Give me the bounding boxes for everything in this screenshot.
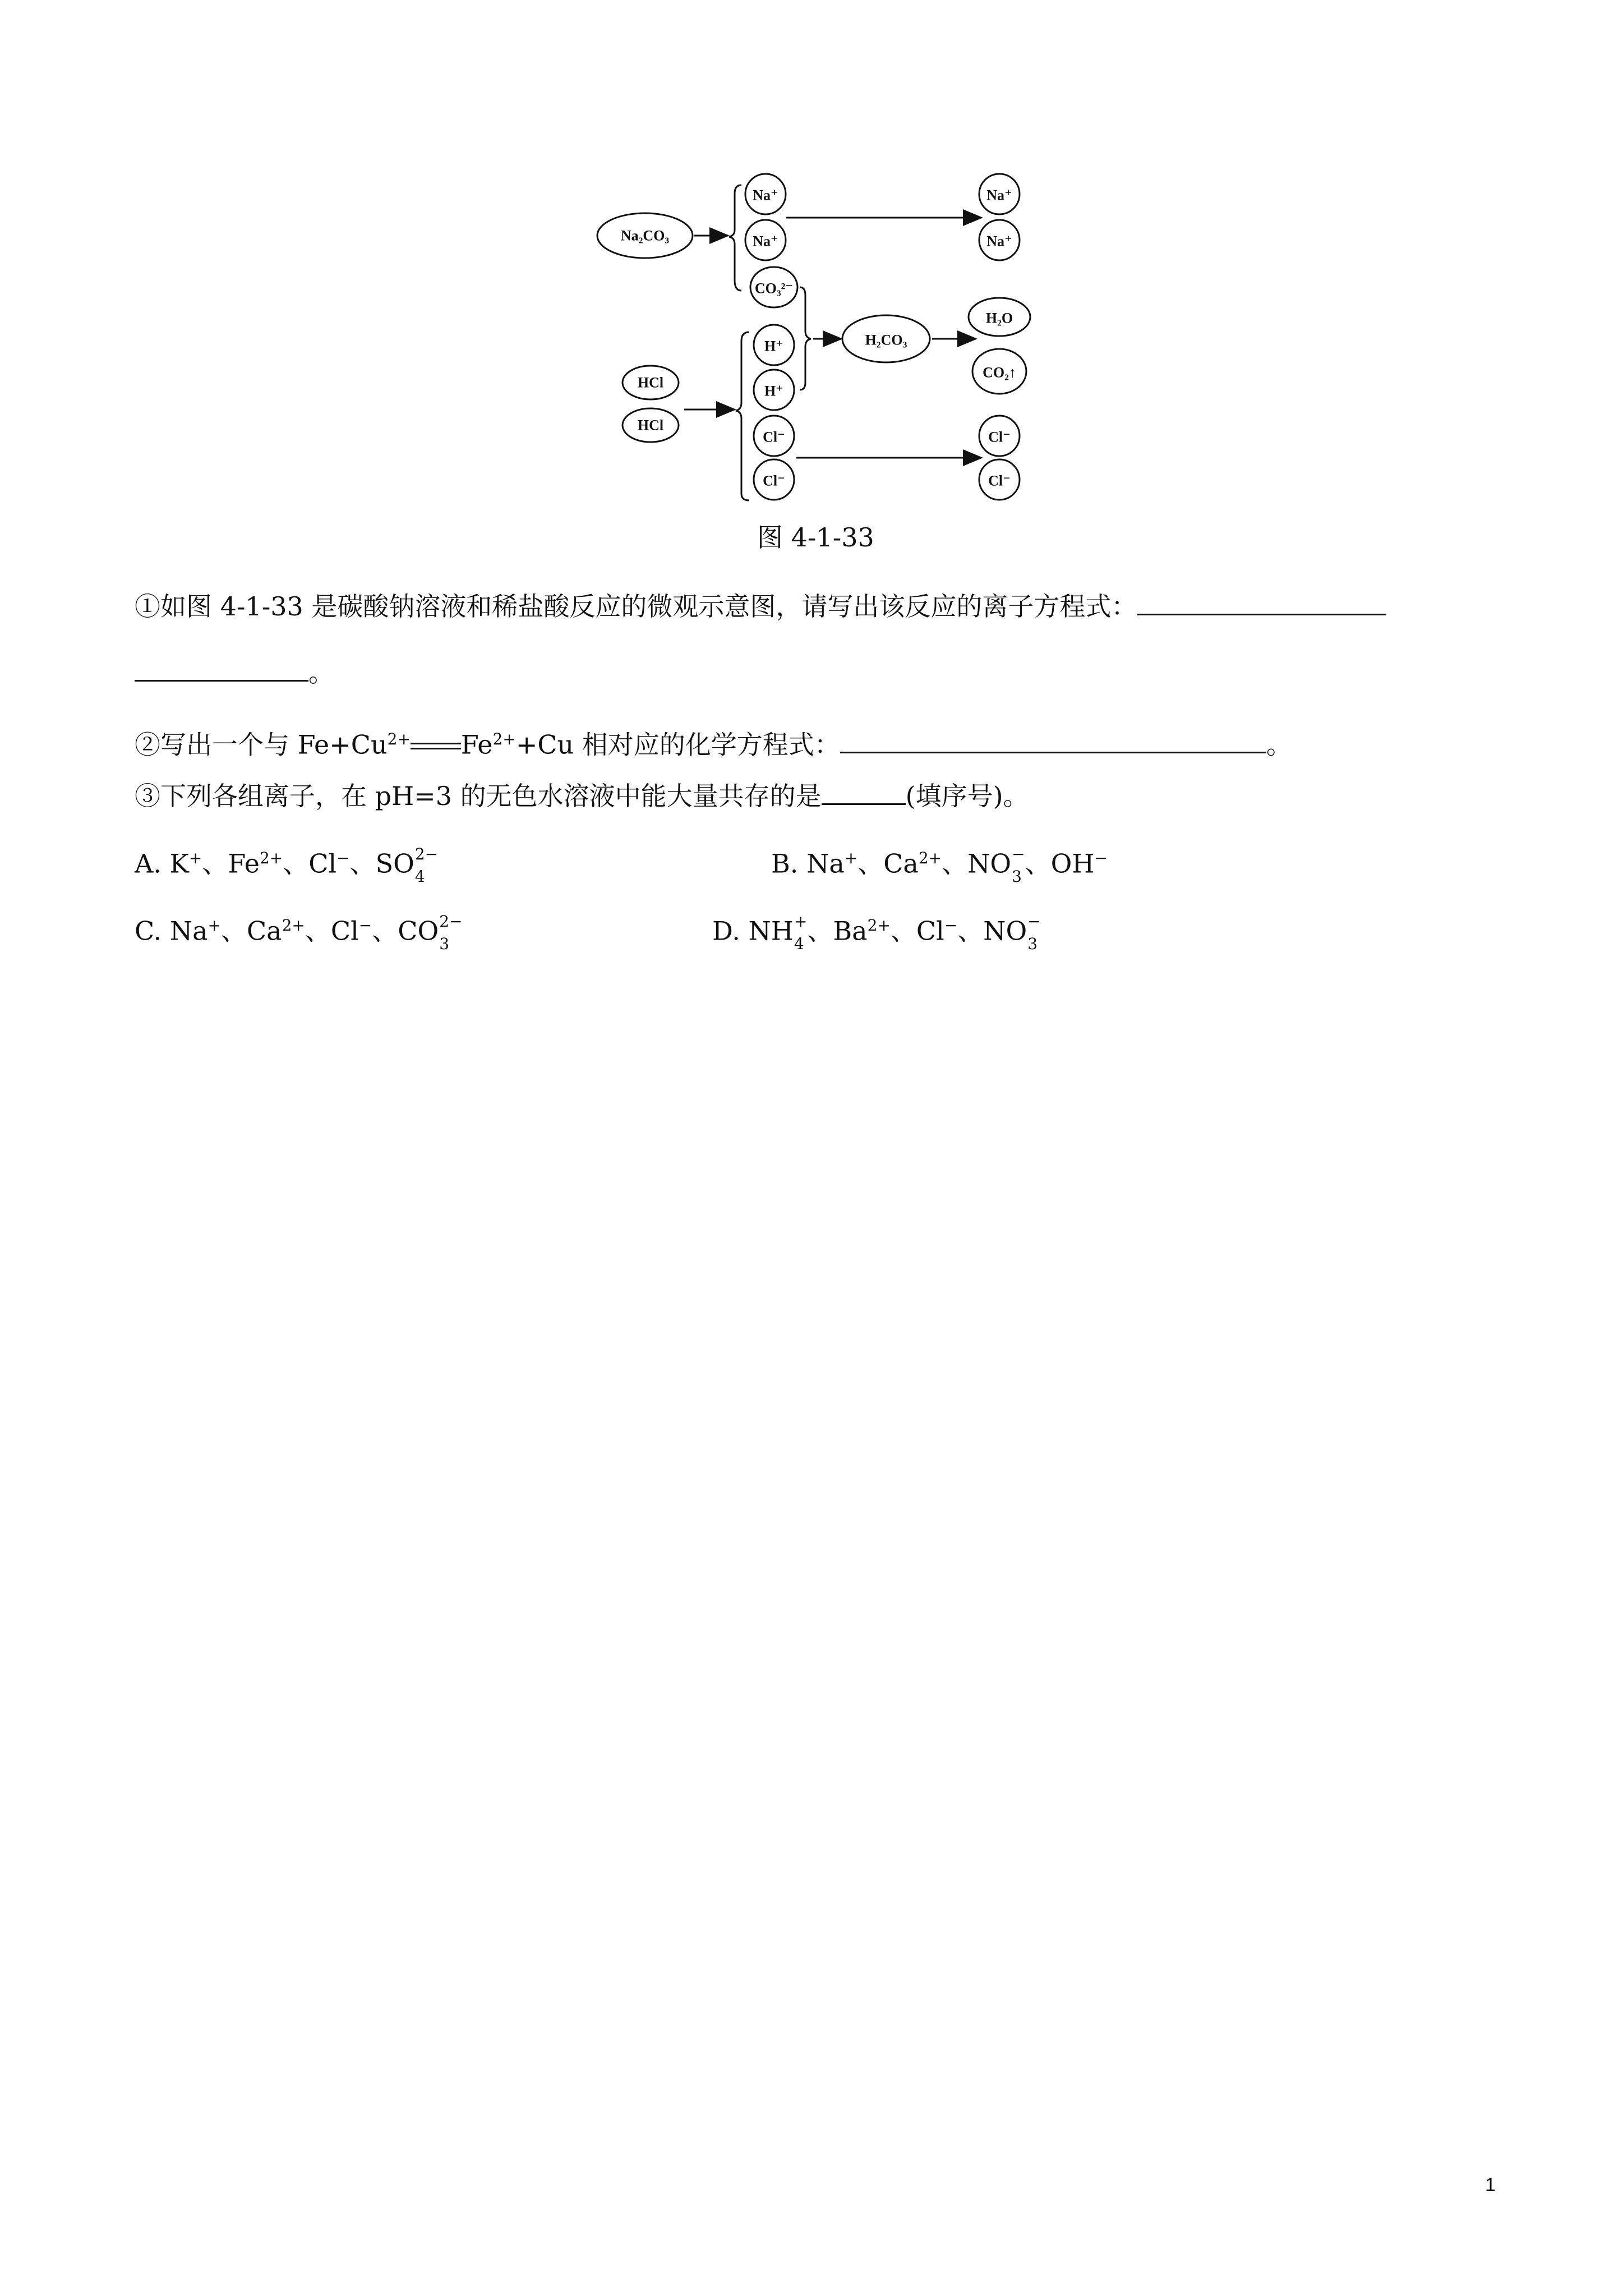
option-b[interactable] (771, 841, 1108, 886)
option-a[interactable] (135, 841, 439, 886)
option-b-ion3: 、NO (942, 848, 1012, 879)
option-c[interactable] (135, 909, 463, 954)
question-2-charge-cu: 2+ (387, 730, 411, 748)
option-d-ion1-subscript: 4 (794, 935, 804, 954)
option-a-ion4: 、SO (349, 848, 414, 879)
option-c-ion2: 、Ca (220, 915, 282, 946)
question-3-suffix: (填序号)。 (905, 781, 1029, 811)
option-d-label: D. (712, 915, 740, 946)
option-c-ion4-subscript: 3 (439, 935, 450, 954)
label-co2: CO₂↑ (983, 364, 1016, 381)
question-1-text: ①如图 4-1-33 是碳酸钠溶液和稀盐酸反应的微观示意图，请写出该反应的离子方程式： (135, 591, 1137, 622)
option-b-ion1-charge: + (844, 849, 858, 867)
label-cl-out1: Cl⁻ (988, 429, 1011, 445)
label-hcl2: HCl (637, 417, 664, 434)
option-c-ion2-charge: 2+ (282, 916, 305, 935)
label-co3: CO₃²⁻ (754, 280, 794, 297)
reaction-diagram (594, 163, 1054, 505)
label-h2o: H₂O (985, 310, 1013, 326)
option-b-label: B. (771, 848, 799, 879)
option-b-ion1: Na (806, 848, 845, 879)
option-d-ion2-charge: 2+ (867, 916, 891, 935)
option-b-ion4-charge: − (1094, 849, 1108, 867)
label-h2: H⁺ (764, 383, 783, 399)
question-1-end: 。 (308, 657, 334, 688)
label-na2co3: Na₂CO₃ (620, 227, 670, 244)
option-d-ion3-charge: − (944, 916, 958, 935)
label-cl1: Cl⁻ (763, 429, 785, 445)
figure-caption: 图 4-1-33 (757, 522, 874, 553)
option-a-label: A. (135, 848, 162, 879)
option-c-label: C. (135, 915, 162, 946)
option-d-ion3: 、Cl (890, 915, 944, 946)
equals-sign (411, 741, 461, 752)
option-d-ion4-subscript: 3 (1027, 935, 1038, 954)
label-h2co3: H₂CO₃ (865, 332, 907, 348)
option-a-ion3: 、Cl (283, 848, 337, 879)
option-c-ion1-charge: + (208, 916, 221, 935)
label-na-out1: Na⁺ (986, 187, 1012, 204)
option-a-ion2: 、Fe (202, 848, 260, 879)
page-number: 1 (1485, 2174, 1496, 2196)
label-na2: Na⁺ (753, 233, 778, 250)
question-2 (135, 723, 1292, 761)
option-c-ion4-charge: 2− (439, 912, 463, 931)
label-na1: Na⁺ (753, 187, 778, 204)
option-d-ion4-charge: − (1027, 912, 1041, 931)
question-3 (135, 779, 1029, 813)
option-a-ion4-subscript: 4 (414, 867, 425, 886)
option-a-ion4-scripts (414, 845, 439, 886)
option-d-ion1-charge: + (794, 912, 808, 931)
option-d-ion4-scripts (1027, 912, 1041, 954)
option-c-ion3-charge: − (358, 916, 372, 935)
question-1 (135, 589, 1386, 623)
question-2-end: 。 (1266, 729, 1292, 760)
label-cl2: Cl⁻ (763, 472, 785, 489)
label-hcl1: HCl (637, 374, 664, 391)
question-2-fe: Fe (460, 729, 493, 760)
answer-blank-2[interactable] (840, 727, 1266, 753)
option-d[interactable] (712, 909, 1041, 954)
answer-blank-3[interactable] (822, 779, 906, 805)
option-a-ion1-charge: + (188, 849, 202, 867)
label-na-out2: Na⁺ (986, 233, 1012, 250)
label-cl-out2: Cl⁻ (988, 472, 1011, 489)
question-2-suffix: +Cu 相对应的化学方程式： (515, 729, 840, 760)
option-a-ion1: K (169, 848, 189, 879)
answer-blank-1b[interactable] (135, 655, 308, 682)
question-2-charge-fe: 2+ (492, 730, 516, 748)
option-b-ion4: 、OH (1025, 848, 1095, 879)
option-c-ion4: 、CO (372, 915, 439, 946)
option-a-ion2-charge: 2+ (259, 849, 283, 867)
option-b-ion2: 、Ca (857, 848, 919, 879)
option-d-ion2: 、Ba (807, 915, 868, 946)
label-h1: H⁺ (764, 338, 783, 355)
option-d-ion1: NH (748, 915, 794, 946)
question-1-continued (135, 655, 334, 689)
option-c-ion4-scripts (439, 912, 463, 954)
question-3-prefix: ③下列各组离子，在 pH=3 的无色水溶液中能大量共存的是 (135, 781, 822, 811)
option-b-ion2-charge: 2+ (918, 849, 942, 867)
option-d-ion1-scripts (794, 912, 808, 954)
option-a-ion4-charge: 2− (414, 845, 439, 864)
option-d-ion4: 、NO (957, 915, 1027, 946)
option-c-ion3: 、Cl (305, 915, 359, 946)
option-b-ion3-subscript: 3 (1012, 867, 1022, 886)
option-c-ion1: Na (169, 915, 208, 946)
option-b-ion3-charge: − (1012, 845, 1025, 864)
option-a-ion3-charge: − (336, 849, 350, 867)
option-b-ion3-scripts (1012, 845, 1025, 886)
question-2-prefix: ②写出一个与 Fe+Cu (135, 729, 388, 760)
answer-blank-1a[interactable] (1137, 589, 1386, 615)
